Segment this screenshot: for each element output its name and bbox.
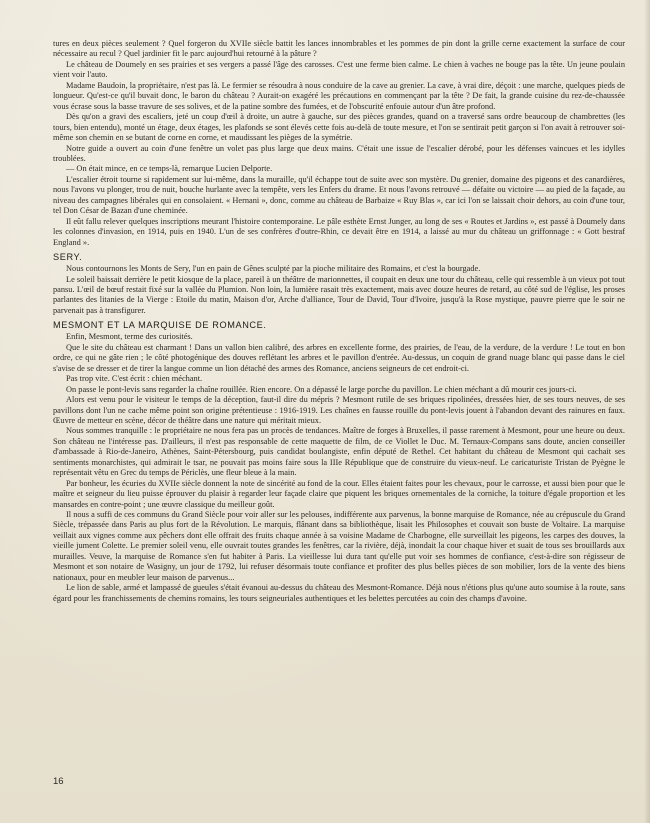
paragraph: Notre guide a ouvert au coin d'une fenêtre un volet pas plus large que deux mains. C'était une issue de l'escalier dérobé, pour les défenses vaincues et les idylles troublées. [53,143,625,163]
paragraph: tures en deux pièces seulement ? Quel forgeron du XVIIe siècle battit les lances innombrables et les pommes de pin dont la grille cerne exactement la surface de cour nécessaire au recul ? Quel jardinier fit le parc aujourd'hui retourné à la pâture ? [53,39,625,59]
page-edge-shadow [644,0,650,823]
paragraph: Pas trop vite. C'est écrit : chien méchant. [66,374,203,384]
paragraph: Il eût fallu relever quelques inscriptions meurant l'histoire contemporaine. Le pâle esthète Ernst Junger, au long de ses « Routes et Jardins », est passé à Doumely dans les colonnes d'invasion, en 1914, puis en 1940. L'un de ses confrères d'outre-Rhin, ce devait être en 1914, a laissé au mur du château un griffonnage : « Gott bestraf England ». [53,216,625,247]
paragraph: Nous sommes tranquille : le propriétaire ne nous fera pas un procès de tendances. Maître de forges à Bruxelles, il passe rarement à Mesmont, pour une heure ou deux. Son château ne l'intéresse pas. D'ailleurs, il n'est pas responsable de cette maquette de film, de ce Viollet le Duc. M. Ternaux-Compans sans doute, ancien conseiller d'ambassade à Rio-de-Janeiro, Athènes, Saint-Pétersbourg, puis candidat boulangiste, enfin député de Rethel. Cet habitant du château de Mesmont qui cachait ses sentiments monarchistes, qui admirait le tsar, ne pouvait pas moins faire sous la IIIe République que de construire du vieux-neuf. Le caricaturiste Tristan de Pyègne le représentait vêtu en Grec du temps de Périclès, une fleur bleue à la main. [53,426,625,478]
paragraph: Dès qu'on a gravi des escaliers, jeté un coup d'œil à droite, un autre à gauche, sur des pièces grandes, quand on a traversé sans ordre beaucoup de chambrettes (les tours, bien entendu), monté un étage, deux étages, les plafonds se sont élevés cette fois au-delà de toute mesure, et l'on se sentirait petit garçon si l'on avait à retrouver soi-même son chemin en se butant de corne en corne, et maudissant les pièges de la symétrie. [53,112,625,143]
paragraph: Par bonheur, les écuries du XVIIe siècle donnent la note de sincérité au fond de la cour. Elles étaient faites pour les chevaux, pour le carrosse, et aussi bien pour que le maître et seigneur du lieu puisse éprouver du plaisir à regarder leur façade claire que piquent les briques ornementales de la corniche, la toiture d'égale proportion et les mansardes en contre-point ; une œuvre classique du meilleur goût. [53,478,625,509]
page-number: 16 [53,776,64,787]
paragraph: Alors est venu pour le visiteur le temps de la déception, faut-il dire du mépris ? Mesmont rutile de ses briques ripolinées, dressées hier, de ses tours neuves, de ses pavillons dont l'un ne cache même point son origine prétentieuse : 1916-1919. Les chaînes en fausse rouille du pont-levis jouent à l'abandon devant des rainures en faux. Œuvre de metteur en scène, décor de théâtre dans une nature qui méritait mieux. [53,395,625,425]
paragraph: Nous contournons les Monts de Sery, l'un en pain de Gênes sculpté par la pioche militaire des Romains, et c'est la bourgade. [66,264,481,274]
paragraph: On passe le pont-levis sans regarder la chaîne rouillée. Rien encore. On a dépassé le large porche du pavillon. Le chien méchant a dû mourir ces jours-ci. [66,384,577,394]
paragraph: Madame Baudoin, la propriétaire, n'est pas là. Le fermier se résoudra à nous conduire de la cave au grenier. La cave, à vrai dire, déçoit : une marche, quelques pieds de longueur. Qu'est-ce qu'il buvait donc, le baron du château ? Aurait-on exagéré les précautions en commençant par la tête ? De fait, la grande cuisine du rez-de-chaussée vous écrase sous la basse travure de ses solives, et de la patine sombre des fumées, et de l'obscurité enfouie autour d'un âtre profond. [53,80,625,111]
paragraph: Il nous a suffi de ces communs du Grand Siècle pour voir aller sur les pelouses, indifférente aux parvenus, la bonne marquise de Romance, née au crépuscule du Grand Siècle, trépassée dans Paris au plus fort de la Révolution. Le marquis, flânant dans sa bibliothèque, lisait les Philosophes et couvait son buste de Voltaire. La marquise veillait aux vignes comme aux pêchers dont elle offrait des fruits chaque année à sa voisine Madame de Charbogne, elle surveillait les pigeons, les carpes des douves, la vieille jument Colette. Le premier soleil venu, elle ouvrait toutes grandes les fenêtres, car la rivière, déjà, inondait la cour chaque hiver et suait de tous ses brouillards aux murailles. Veuve, la marquise de Romance s'en fut habiter à Paris. La vieillesse lui dura tant qu'elle put voir ses hommes de confiance, c'est-à-dire son régisseur de Mesmont et son notaire de Wasigny, un jour de 1792, lui refuser désormais toute confiance et profiter des plus belles pièces de son mobilier, lors de la vente des biens nationaux, pour en meubler leur maison de parvenus... [53,510,625,582]
paragraph: L'escalier étroit tourne si rapidement sur lui-même, dans la muraille, qu'il échappe tout de suite avec son mystère. Du grenier, domaine des pigeons et des canardières, nous l'avons vu plonger, trou de nuit, bouche hurlante avec la tempête, vers les Enfers du drame. Et nous l'avons retrouvé — défaite ou victoire — au pied de la façade, au niveau des campagnes libérales qui en consolaient. « Hernani », donc, comme au château de Barbaize « Ruy Blas », car ici l'on se laissait choir dehors, au coin d'une tour, tel Don César de Bazan d'une cheminée. [53,174,625,216]
paragraph: Le soleil baissait derrière le petit kiosque de la place, pareil à un théâtre de marionnettes, il coupait en deux une tour du château, celle qui ressemble à un vieux pot tout pansu. L'œil de bœuf restait fixé sur la vallée du Plumion. Non loin, la lumière rasait très exactement, mais avec douze heures de retard, au côté sud de l'église, les proses parlantes des litanies de la Vierge : Etoile du matin, Maison d'or, Arche d'alliance, Tour de David, Tour d'Ivoire, jusqu'à la Rose mystique, pauvre pierre que le soir ne parvenait pas à transfigurer. [53,274,625,315]
section-heading: MESMONT ET LA MARQUISE DE ROMANCE. [53,320,267,331]
paragraph: Que le site du château est charmant ! Dans un vallon bien calibré, des arbres en excellente forme, des prairies, de l'eau, de la verdure, de la verdure ! Le tout en bon ordre, ce qui ne gâte rien ; le côté photogénique des douves reflétant les arbres et le pavillon d'entrée. Au-dessus, un coquin de grand nuage blanc qui passe dans le ciel s'avise de se dresser et de tirer la langue comme un lion détaché des armes des Romance, anciens seigneurs de cet endroit-ci. [53,342,625,373]
text-column [53,39,625,604]
paragraph: Le château de Doumely en ses prairies et ses vergers a passé l'âge des carosses. C'est une ferme bien calme. Le chien à vaches ne bouge pas la tête. Un jeune poulain vient voir l'auto. [53,59,625,80]
paragraph: — On était mince, en ce temps-là, remarque Lucien Delporte. [66,164,273,174]
paragraph: Enfin, Mesmont, terme des curiosités. [66,332,193,342]
section-heading: SERY. [53,252,83,263]
paragraph: Le lion de sable, armé et lampassé de gueules s'était évanoui au-dessus du château des Mesmont-Romance. Déjà nous n'étions plus qu'une auto soumise à la route, sans égard pour les franchissements de chemins romains, les tours seigneuriales authentiques et les belettes percutées au coin des champs d'avoine. [53,583,625,603]
